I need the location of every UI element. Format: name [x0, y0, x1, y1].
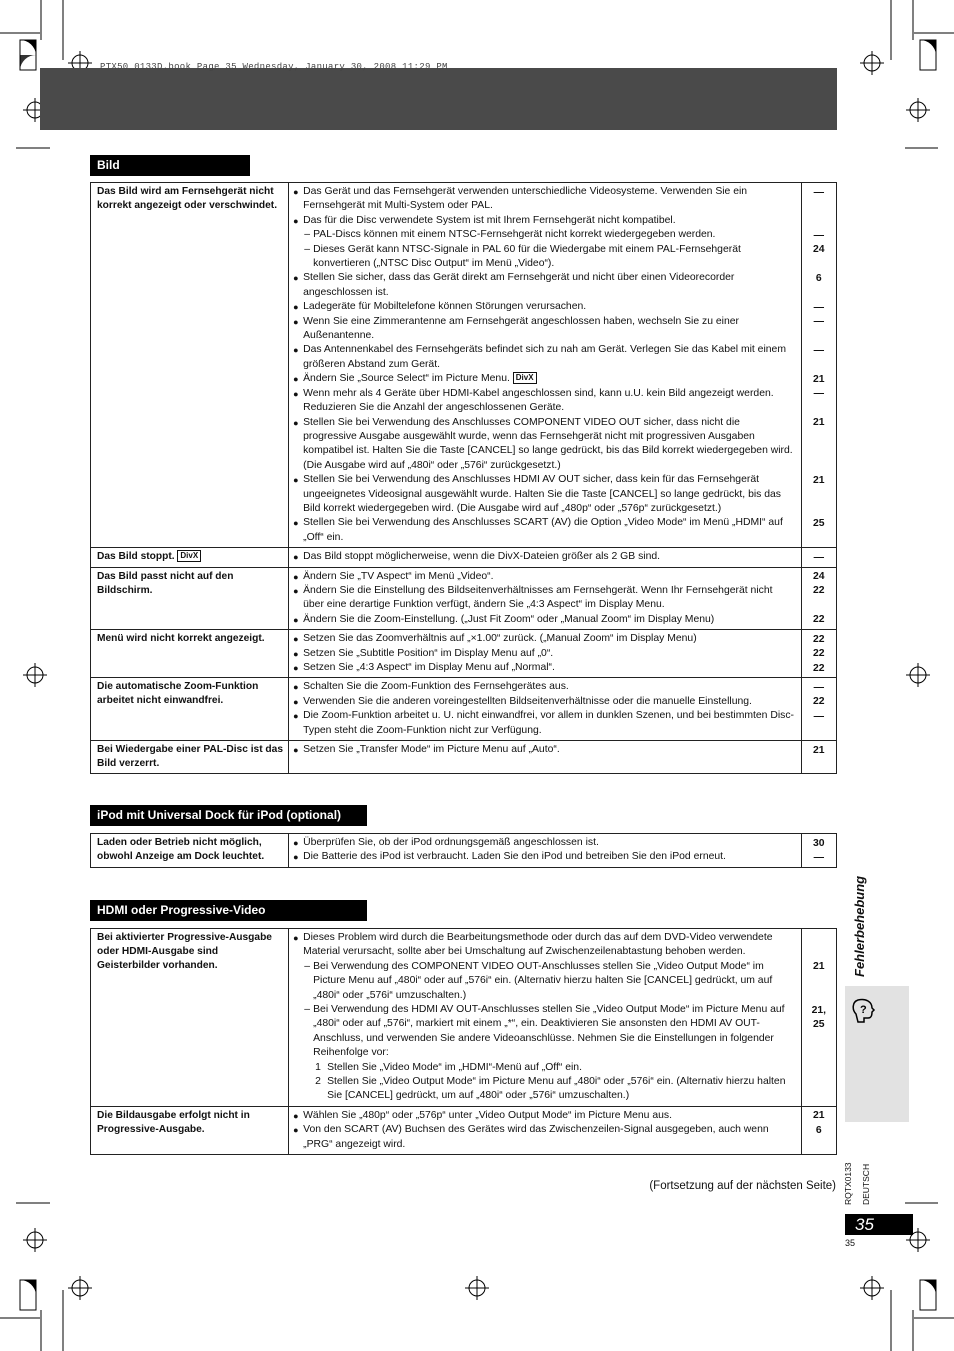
solution-item	[293, 243, 794, 272]
bullet-icon: ●	[293, 316, 299, 327]
page-reference: 6	[815, 272, 822, 284]
bullet-icon: ●	[293, 417, 299, 428]
page-reference: 21, 25	[811, 1004, 827, 1030]
solution-item	[293, 1061, 794, 1075]
solution-text-body: Das Antennenkabel des Fernsehgeräts befindet sich zu nah am Gerät. Verlegen Sie das Kabel mit einem größeren Abstand zum Gerät.	[303, 344, 786, 370]
page-reference: 21	[813, 1110, 825, 1122]
solution-text	[303, 570, 493, 584]
solution-cell	[289, 567, 801, 630]
solution-item	[293, 416, 794, 474]
problem-cell	[91, 1106, 289, 1154]
print-file-info: PTX50_0133D.book Page 35 Wednesday, January 30, 2008 11:29 PM	[100, 62, 448, 72]
solution-text	[303, 387, 794, 416]
dash-marker: –	[304, 229, 310, 241]
svg-text:?: ?	[860, 1004, 867, 1016]
bullet-icon: ●	[293, 933, 299, 943]
bullet-icon: ●	[293, 374, 299, 385]
solution-text	[303, 613, 714, 627]
solution-item	[293, 836, 794, 850]
page-reference: —	[813, 344, 824, 356]
solution-item	[293, 661, 794, 675]
page-number-small: 35	[845, 1238, 856, 1248]
reference-page-cell	[801, 678, 836, 741]
solution-text	[303, 680, 569, 694]
solution-text	[303, 214, 675, 228]
solution-item	[293, 228, 794, 242]
model-code: RQTX0133	[843, 1162, 853, 1205]
dash-marker: –	[304, 1004, 310, 1016]
solution-text-body: Die Batterie des iPod ist verbraucht. Laden Sie den iPod und betreiben Sie den iPod erneut.	[303, 851, 726, 863]
page-reference: 22	[813, 585, 825, 597]
solution-item	[293, 931, 794, 960]
bullet-icon: ●	[293, 852, 299, 863]
solution-text	[303, 343, 794, 372]
solution-cell	[289, 929, 801, 1107]
solution-text	[303, 1123, 794, 1152]
solution-item	[293, 1123, 794, 1152]
page-reference: 22	[813, 648, 825, 660]
solution-cell	[289, 741, 801, 774]
bullet-icon: ●	[293, 571, 299, 582]
solution-text-body: Ändern Sie die Einstellung des Bildseitenverhältnisses am Fernsehgerät. Wenn Ihr Fernsehgerät nicht über eine derartige Funktion verfügt, ändern Sie „4:3 Aspect“ im Display Menu.	[303, 584, 773, 611]
solution-item	[293, 372, 794, 386]
solution-text	[303, 473, 794, 516]
page-reference: 21	[813, 744, 825, 756]
solution-item	[293, 271, 794, 300]
solution-text	[303, 632, 697, 646]
solution-item	[293, 516, 794, 545]
table-row	[91, 630, 837, 678]
section-title-bild: Bild	[90, 155, 250, 176]
step-number: 1	[315, 1061, 321, 1073]
solution-item	[293, 647, 794, 661]
solution-text	[303, 743, 560, 757]
solution-text-body: PAL-Discs können mit einem NTSC-Fernsehgerät nicht korrekt wiedergegeben werden.	[313, 229, 716, 241]
table-row	[91, 834, 837, 868]
table-ipod	[90, 833, 837, 868]
page-reference: 24	[813, 571, 825, 583]
solution-text	[327, 1075, 794, 1104]
table-bild	[90, 182, 837, 774]
reference-page-cell	[801, 834, 836, 868]
solution-text	[303, 185, 794, 214]
section-title-hdmi: HDMI oder Progressive-Video	[90, 900, 367, 921]
divx-tag: DivX	[513, 372, 537, 384]
solution-text	[303, 1109, 672, 1123]
solution-text-body: Setzen Sie „4:3 Aspect“ im Display Menu auf „Normal“.	[303, 662, 555, 673]
solution-text	[303, 931, 794, 960]
reference-page-cell	[801, 1106, 836, 1154]
bullet-icon: ●	[293, 711, 299, 722]
header-band	[40, 68, 837, 130]
solution-text	[303, 850, 726, 864]
side-tab-box	[845, 986, 909, 1122]
solution-text	[327, 1061, 582, 1075]
question-mark-head-icon	[850, 996, 880, 1026]
solution-item	[293, 695, 794, 709]
bullet-icon: ●	[293, 585, 299, 596]
solution-item	[293, 473, 794, 516]
solution-text	[303, 836, 599, 850]
problem-cell	[91, 834, 289, 868]
solution-cell	[289, 678, 801, 741]
problem-cell	[91, 183, 289, 548]
table-row	[91, 678, 837, 741]
page-reference: 22	[813, 662, 825, 674]
solution-item	[293, 632, 794, 646]
bullet-icon: ●	[293, 302, 299, 313]
page-reference: 22	[813, 614, 825, 626]
solution-cell	[289, 548, 801, 567]
bullet-icon: ●	[293, 663, 299, 673]
solution-text-body: Von den SCART (AV) Buchsen des Gerätes wird das Zwischenzeilen-Signal ausgegeben, auch wenn „PRG“ angezeigt wird.	[303, 1124, 769, 1150]
solution-text	[313, 243, 794, 272]
problem-cell	[91, 567, 289, 630]
reference-page-cell	[801, 567, 836, 630]
page-reference: —	[813, 301, 824, 313]
solution-text-body: Dieses Problem wird durch die Bearbeitungsmethode oder durch das auf dem DVD-Video verwendete Material verursacht, sollte aber bei Umschaltung auf Zwischenzeilenabtastung behoben werden.	[303, 932, 773, 958]
problem-cell	[91, 548, 289, 567]
solution-text-body: Setzen Sie „Subtitle Position“ im Display Menu auf „0“.	[303, 647, 554, 659]
bullet-icon: ●	[293, 648, 299, 659]
problem-text: Die automatische Zoom-Funktion arbeitet nicht einwandfrei.	[97, 681, 259, 707]
bullet-icon: ●	[293, 215, 299, 226]
solution-text-body: Ladegeräte für Mobiltelefone können Störungen verursachen.	[303, 301, 587, 313]
solution-text	[313, 228, 715, 242]
solution-text	[303, 300, 586, 314]
solution-cell	[289, 834, 801, 868]
solution-text-body: Schalten Sie die Zoom-Funktion des Fernsehgerätes aus.	[303, 681, 569, 693]
table-hdmi	[90, 928, 837, 1155]
bullet-icon: ●	[293, 187, 299, 197]
solution-item	[293, 1075, 794, 1104]
page-reference: 24	[813, 244, 825, 256]
solution-text-body: Stellen Sie bei Verwendung des Anschlusses SCART (AV) die Option „Video Mode“ im Menü „HDMI“ auf „Off“ ein.	[303, 517, 783, 543]
reference-page-cell	[801, 741, 836, 774]
solution-item	[293, 613, 794, 627]
bullet-icon: ●	[293, 1125, 299, 1136]
solution-text-body: Stellen Sie bei Verwendung des Anschlusses COMPONENT VIDEO OUT sicher, dass nicht die progressive Ausgabe ausgewählt wurde, wenn das Fernsehgerät nicht mit progressiven Ausgaben kompatibel ist. Halten Sie die Taste [CANCEL] so lange gedrückt, bis das Bild korrekt wiedergegeben wird. (Die Ausgabe wird auf „480i“ oder „576i“ zurückgesetzt.)	[303, 416, 793, 471]
reference-page-cell	[801, 630, 836, 678]
page-reference: 21	[813, 373, 825, 385]
problem-text: Menü wird nicht korrekt angezeigt.	[97, 633, 265, 645]
solution-item	[293, 1003, 794, 1061]
table-row	[91, 1106, 837, 1154]
solution-item	[293, 343, 794, 372]
page-reference: 6	[815, 1124, 822, 1136]
problem-text: Bei aktivierter Progressive-Ausgabe oder HDMI-Ausgabe sind Geisterbilder vorhanden.	[97, 932, 272, 971]
step-number: 2	[315, 1076, 321, 1088]
problem-cell	[91, 630, 289, 678]
solution-text-body: Das Gerät und das Fernsehgerät verwenden unterschiedliche Videosysteme. Verwenden Sie ein Fernsehgerät mit Multi-System oder PAL.	[303, 186, 748, 212]
bullet-icon: ●	[293, 634, 299, 645]
solution-cell	[289, 630, 801, 678]
solution-text	[313, 960, 794, 1003]
reference-page-cell	[801, 548, 836, 567]
page-reference: 21	[813, 961, 825, 973]
solution-text	[303, 516, 794, 545]
solution-text-body: Stellen Sie „Video Output Mode“ im Picture Menu auf „480i“ oder „576i“ ein. (Alternativ hierzu halten Sie [CANCEL] gedrückt, um auf „480i“ oder „576i“ umzuschalten.)	[327, 1076, 786, 1102]
solution-text-body: Stellen Sie sicher, dass das Gerät direkt am Fernsehgerät und nicht über einen Videorecorder angeschlossen ist.	[303, 272, 735, 298]
bullet-icon: ●	[293, 345, 299, 356]
page-reference: —	[813, 681, 824, 693]
continued-note: (Fortsetzung auf der nächsten Seite)	[649, 1180, 836, 1192]
problem-text: Die Bildausgabe erfolgt nicht in Progressive-Ausgabe.	[97, 1109, 250, 1135]
language-label: DEUTSCH	[861, 1163, 871, 1205]
problem-cell	[91, 929, 289, 1107]
bullet-icon: ●	[293, 552, 299, 563]
solution-cell	[289, 183, 801, 548]
solution-item	[293, 1109, 794, 1123]
page-reference: 22	[813, 633, 825, 645]
page-reference: —	[813, 710, 824, 722]
solution-cell	[289, 1106, 801, 1154]
solution-item	[293, 214, 794, 228]
solution-text	[303, 661, 555, 675]
problem-text: Laden oder Betrieb nicht möglich, obwohl Anzeige am Dock leuchtet.	[97, 837, 265, 862]
solution-item	[293, 680, 794, 694]
solution-text-body: Setzen Sie das Zoomverhältnis auf „×1.00“ zurück. („Manual Zoom“ im Display Menu)	[303, 633, 697, 645]
solution-text	[303, 315, 794, 344]
problem-cell	[91, 741, 289, 774]
solution-text-body: Wenn Sie eine Zimmerantenne am Fernsehgerät angeschlossen haben, wechseln Sie zu einer Außenantenne.	[303, 315, 739, 342]
bullet-icon: ●	[293, 388, 299, 399]
dash-marker: –	[304, 960, 310, 972]
solution-item	[293, 550, 794, 564]
problem-text: Das Bild stoppt.	[97, 551, 175, 563]
solution-item	[293, 300, 794, 314]
solution-text	[303, 695, 752, 709]
bullet-icon: ●	[293, 745, 299, 756]
bullet-icon: ●	[293, 518, 299, 529]
problem-cell	[91, 678, 289, 741]
bullet-icon: ●	[293, 696, 299, 707]
solution-text-body: Ändern Sie „Source Select“ im Picture Menu.	[303, 373, 510, 385]
solution-text-body: Wählen Sie „480p“ oder „576p“ unter „Video Output Mode“ im Picture Menu aus.	[303, 1109, 672, 1121]
solution-item	[293, 387, 794, 416]
bullet-icon: ●	[293, 475, 299, 486]
page-reference: —	[813, 388, 824, 400]
solution-text	[303, 709, 794, 738]
solution-text-body: Die Zoom-Funktion arbeitet u. U. nicht einwandfrei, vor allem in dunklen Szenen, und bei bestimmten Disc-Typen steht die Zoom-Funktion nicht zur Verfügung.	[303, 710, 795, 736]
reference-page-cell	[801, 183, 836, 548]
solution-item	[293, 709, 794, 738]
bullet-icon: ●	[293, 682, 299, 693]
solution-item	[293, 960, 794, 1003]
page-reference: —	[813, 551, 824, 563]
solution-text-body: Stellen Sie „Video Mode“ im „HDMI“-Menü auf „Off“ ein.	[327, 1061, 582, 1073]
solution-text	[303, 416, 794, 474]
solution-item	[293, 584, 794, 613]
page-number: 35	[845, 1214, 913, 1235]
divx-tag: DivX	[177, 550, 201, 562]
bullet-icon: ●	[293, 838, 299, 848]
solution-text	[313, 1003, 794, 1061]
page-reference: —	[813, 316, 824, 328]
solution-item	[293, 315, 794, 344]
side-tab-label: Fehlerbehebung	[852, 875, 867, 977]
solution-text-body: Überprüfen Sie, ob der iPod ordnungsgemäß angeschlossen ist.	[303, 837, 599, 848]
solution-text-body: Ändern Sie die Zoom-Einstellung. („Just Fit Zoom“ oder „Manual Zoom“ im Display Menu)	[303, 613, 715, 625]
solution-text-body: Dieses Gerät kann NTSC-Signale in PAL 60 für die Wiedergabe mit einem PAL-Fernsehgerät konvertieren („NTSC Disc Output“ im Menü „Video“).	[313, 243, 741, 270]
problem-text: Das Bild wird am Fernsehgerät nicht korrekt angezeigt oder verschwindet.	[97, 186, 278, 211]
bullet-icon: ●	[293, 614, 299, 625]
solution-text	[303, 584, 794, 613]
page-reference: 22	[813, 696, 825, 708]
solution-text-body: Ändern Sie „TV Aspect“ im Menü „Video“.	[303, 570, 494, 582]
page-reference: —	[813, 186, 824, 198]
reference-page-cell	[801, 929, 836, 1107]
solution-item	[293, 743, 794, 757]
bullet-icon: ●	[293, 1110, 299, 1121]
page-reference: —	[813, 851, 824, 863]
solution-text-body: Stellen Sie bei Verwendung des Anschlusses HDMI AV OUT sicher, dass kein für das Fernsehgerät ungeeignetes Videosignal ausgewählt wurde. Halten Sie die Taste [CANCEL] so lange gedrückt, bis das Bild korrekt wiedergegeben wird. (Die Ausgabe wird auf „480p“ oder „576p“ zurückgesetzt.)	[303, 474, 781, 514]
table-row	[91, 183, 837, 548]
bullet-icon: ●	[293, 273, 299, 284]
solution-text	[303, 372, 536, 386]
problem-text: Bei Wiedergabe einer PAL-Disc ist das Bild verzerrt.	[97, 744, 283, 770]
table-row	[91, 741, 837, 774]
solution-text	[303, 550, 660, 564]
solution-text	[303, 647, 553, 661]
solution-text-body: Wenn mehr als 4 Geräte über HDMI-Kabel angeschlossen sind, kann u.U. kein Bild angezeigt werden. Reduzieren Sie die Anzahl der angeschlossenen Geräte.	[303, 387, 774, 414]
solution-item	[293, 185, 794, 214]
solution-text-body: Das Bild stoppt möglicherweise, wenn die DivX-Dateien größer als 2 GB sind.	[303, 551, 661, 563]
solution-text-body: Bei Verwendung des HDMI AV OUT-Anschlusses stellen Sie „Video Output Mode“ im Picture Menu auf „480i“ oder auf „576i“, markiert mit einem „*“, ein. Deaktivieren Sie ansonsten den HDMI AV OUT-Anschluss, und verwenden Sie andere Videoanschlüsse. Nehmen Sie die Einstellungen in folgender Reihenfolge vor:	[313, 1004, 785, 1059]
page-reference: 21	[813, 417, 825, 428]
solution-item	[293, 850, 794, 864]
problem-text: Das Bild passt nicht auf den Bildschirm.	[97, 570, 234, 596]
dash-marker: –	[304, 243, 310, 255]
page-reference: 21	[813, 474, 825, 486]
page-reference: 25	[813, 517, 825, 529]
solution-text-body: Das für die Disc verwendete System ist mit Ihrem Fernsehgerät nicht kompatibel.	[303, 214, 676, 226]
solution-text-body: Verwenden Sie die anderen voreingestellten Bildseitenverhältnisse oder die manuelle Einstellung.	[303, 695, 752, 707]
table-row	[91, 929, 837, 1107]
section-title-ipod: iPod mit Universal Dock für iPod (optional)	[90, 805, 367, 826]
solution-item	[293, 570, 794, 584]
page-reference: —	[813, 229, 824, 241]
solution-text-body: Bei Verwendung des COMPONENT VIDEO OUT-Anschlusses stellen Sie „Video Output Mode“ im Picture Menu auf „480i“ oder auf „576i“ ein. (Alternativ hierzu halten Sie [CANCEL] gedrückt, um auf „480i“ oder „576i“ umzuschalten.)	[313, 960, 773, 1001]
page-reference: 30	[813, 837, 825, 849]
solution-text-body: Setzen Sie „Transfer Mode“ im Picture Menu auf „Auto“.	[303, 744, 560, 756]
solution-text	[303, 271, 794, 300]
table-row	[91, 567, 837, 630]
table-row	[91, 548, 837, 567]
